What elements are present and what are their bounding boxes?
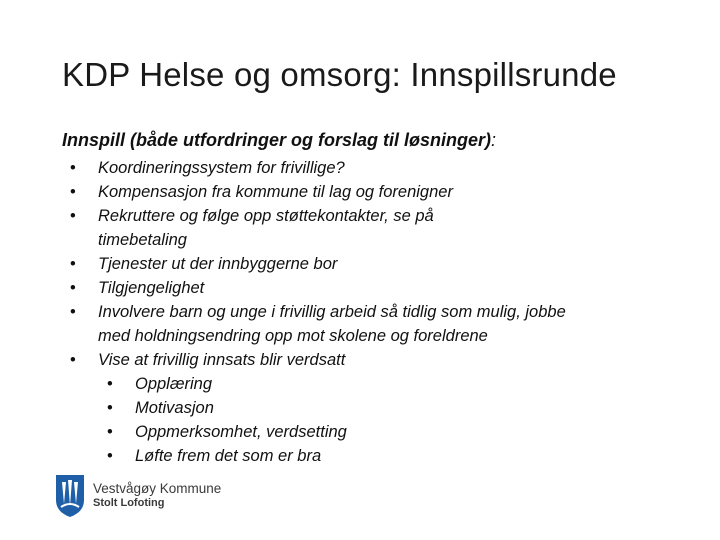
subheading-colon: : [491, 130, 497, 150]
sub-bullet-list [98, 372, 578, 468]
bullet-text: Koordineringssystem for frivillige? [98, 159, 345, 177]
sub-bullet-text: Opplæring [135, 375, 213, 393]
municipality-name: Vestvågøy Kommune [93, 481, 222, 496]
sub-bullet-text: Oppmerksomhet, verdsetting [135, 423, 347, 441]
sub-bullet-text: Motivasjon [135, 399, 214, 417]
bullet-text: Involvere barn og unge i frivillig arbeid så tidlig som mulig, jobbe med holdningsendring opp mot skolene og foreldrene [98, 303, 566, 345]
list-item [58, 180, 578, 204]
page-title: KDP Helse og omsorg: Innspillsrunde [62, 56, 617, 93]
municipality-logo [55, 474, 221, 518]
bullet-point-icon: • [107, 375, 113, 393]
bullet-text: Tilgjengelighet [98, 279, 205, 297]
list-item [58, 276, 578, 300]
list-item [58, 204, 478, 252]
bullet-point-icon: • [70, 183, 76, 201]
bullet-point-icon: • [107, 423, 113, 441]
bullet-text: Vise at frivillig innsats blir verdsatt [98, 351, 346, 369]
list-item [58, 348, 578, 468]
list-item [58, 300, 576, 348]
sub-bullet-text: Løfte frem det som er bra [135, 447, 322, 465]
bullet-point-icon: • [70, 159, 76, 177]
sub-list-item [98, 396, 578, 420]
subheading [62, 130, 496, 151]
bullet-point-icon: • [107, 399, 113, 417]
bullet-list [58, 156, 578, 468]
list-item [58, 156, 578, 180]
sub-list-item [98, 420, 578, 444]
sub-list-item [98, 372, 578, 396]
sub-list-item [98, 444, 578, 468]
bullet-point-icon: • [70, 279, 76, 297]
bullet-point-icon: • [107, 447, 113, 465]
bullet-point-icon: • [70, 207, 76, 225]
bullet-point-icon: • [70, 351, 76, 369]
bullet-point-icon: • [70, 303, 76, 321]
municipality-slogan: Stolt Lofoting [93, 497, 165, 509]
subheading-text: Innspill (både utfordringer og forslag til løsninger) [62, 130, 492, 150]
bullet-text: Tjenester ut der innbyggerne bor [98, 255, 338, 273]
bullet-text: Rekruttere og følge opp støttekontakter, se på timebetaling [98, 207, 434, 249]
bullet-point-icon: • [70, 255, 76, 273]
bullet-text: Kompensasjon fra kommune til lag og forenigner [98, 183, 453, 201]
coat-of-arms-icon [55, 474, 85, 518]
list-item [58, 252, 578, 276]
